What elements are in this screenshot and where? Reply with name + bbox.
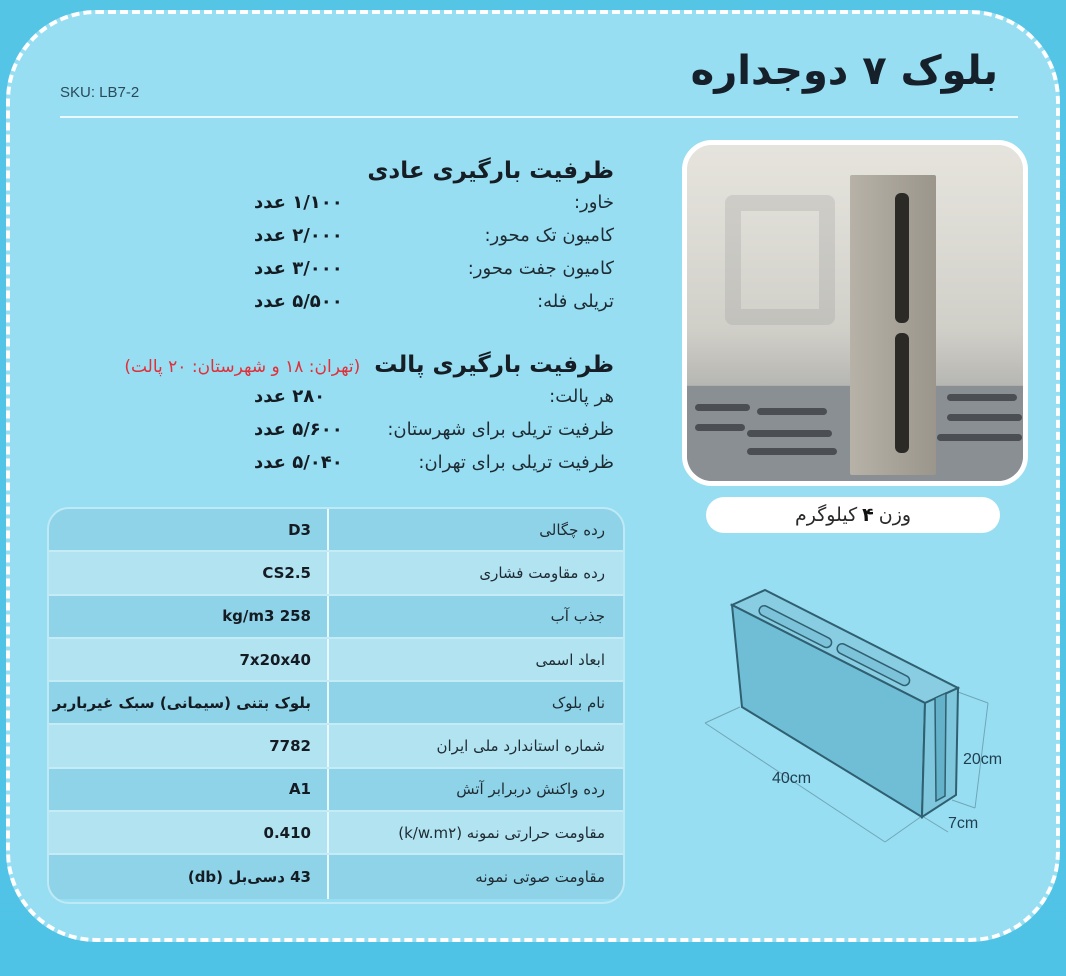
spec-value: A1 bbox=[288, 780, 311, 799]
spec-label: رده مقاومت فشاری bbox=[327, 552, 623, 593]
header-divider bbox=[60, 116, 1018, 118]
capacity-value: ۵/۶۰۰ عدد bbox=[254, 419, 343, 440]
capacity-value: ۲/۰۰۰ عدد bbox=[254, 225, 343, 246]
capacity-value: ۵/۰۴۰ عدد bbox=[254, 452, 343, 473]
section-title-pallet: ظرفیت بارگیری پالت (تهران: ۱۸ و شهرستان: ۲۰ پالت) bbox=[124, 352, 614, 378]
spec-label: شماره استاندارد ملی ایران bbox=[327, 725, 623, 766]
spec-value: 0.410 bbox=[263, 823, 311, 842]
spec-label: رده چگالی bbox=[327, 509, 623, 550]
table-row bbox=[49, 682, 623, 725]
spec-label: ابعاد اسمی bbox=[327, 639, 623, 680]
weight-badge: وزن ۴ کیلوگرم bbox=[706, 497, 1000, 533]
block-diagram-icon bbox=[690, 570, 1050, 870]
capacity-value: ۵/۵۰۰ عدد bbox=[254, 291, 343, 312]
capacity-row: کامیون تک محور: ۲/۰۰۰ عدد bbox=[254, 225, 614, 246]
block-dimension-diagram bbox=[690, 570, 1050, 870]
block-photo-item bbox=[850, 175, 936, 475]
table-row bbox=[49, 596, 623, 639]
spec-label: جذب آب bbox=[327, 596, 623, 637]
capacity-value: ۲۸۰ عدد bbox=[254, 386, 326, 407]
specs-table bbox=[47, 507, 625, 904]
spec-value: 7782 bbox=[269, 737, 311, 756]
table-row bbox=[49, 725, 623, 768]
sku-label: SKU: LB7-2 bbox=[60, 84, 140, 101]
normal-capacity-section bbox=[254, 158, 614, 318]
capacity-row: هر پالت: ۲۸۰ عدد bbox=[254, 386, 614, 407]
spec-value: بلوک بتنی (سیمانی) سبک غیرباربر bbox=[52, 693, 311, 712]
section-title-normal: ظرفیت بارگیری عادی bbox=[367, 158, 614, 184]
length-label: 40cm bbox=[772, 770, 812, 787]
spec-value: 258 kg/m3 bbox=[222, 607, 311, 626]
spec-label: نام بلوک bbox=[327, 682, 623, 723]
pallet-capacity-section bbox=[124, 352, 614, 479]
spec-label: مقاومت صوتی نمونه bbox=[327, 855, 623, 898]
capacity-row: کامیون جفت محور: ۳/۰۰۰ عدد bbox=[254, 258, 614, 279]
table-row bbox=[49, 639, 623, 682]
spec-value: 43 دسی‌بل (db) bbox=[187, 868, 311, 887]
capacity-value: ۳/۰۰۰ عدد bbox=[254, 258, 343, 279]
table-row bbox=[49, 769, 623, 812]
width-label: 7cm bbox=[948, 815, 979, 832]
table-row bbox=[49, 552, 623, 595]
product-photo bbox=[682, 140, 1028, 486]
spec-label: مقاومت حرارتی نمونه (k/w.m۲) bbox=[327, 812, 623, 853]
capacity-value: ۱/۱۰۰ عدد bbox=[254, 192, 343, 213]
spec-label: رده واکنش دربرابر آتش bbox=[327, 769, 623, 810]
spec-value: 7x20x40 bbox=[239, 650, 311, 669]
capacity-row: خاور: ۱/۱۰۰ عدد bbox=[254, 192, 614, 213]
table-row bbox=[49, 509, 623, 552]
spec-value: D3 bbox=[288, 520, 311, 539]
page-title: بلوک ۷ دوجداره bbox=[690, 48, 998, 94]
spec-value: CS2.5 bbox=[262, 563, 311, 582]
pallet-note: (تهران: ۱۸ و شهرستان: ۲۰ پالت) bbox=[124, 357, 361, 377]
table-row bbox=[49, 855, 623, 898]
capacity-row: ظرفیت تریلی برای تهران: ۵/۰۴۰ عدد bbox=[254, 452, 614, 473]
capacity-row: تریلی فله: ۵/۵۰۰ عدد bbox=[254, 291, 614, 312]
height-label: 20cm bbox=[963, 751, 1003, 768]
table-row bbox=[49, 812, 623, 855]
watermark-logo-icon bbox=[725, 195, 835, 325]
capacity-row: ظرفیت تریلی برای شهرستان: ۵/۶۰۰ عدد bbox=[254, 419, 614, 440]
